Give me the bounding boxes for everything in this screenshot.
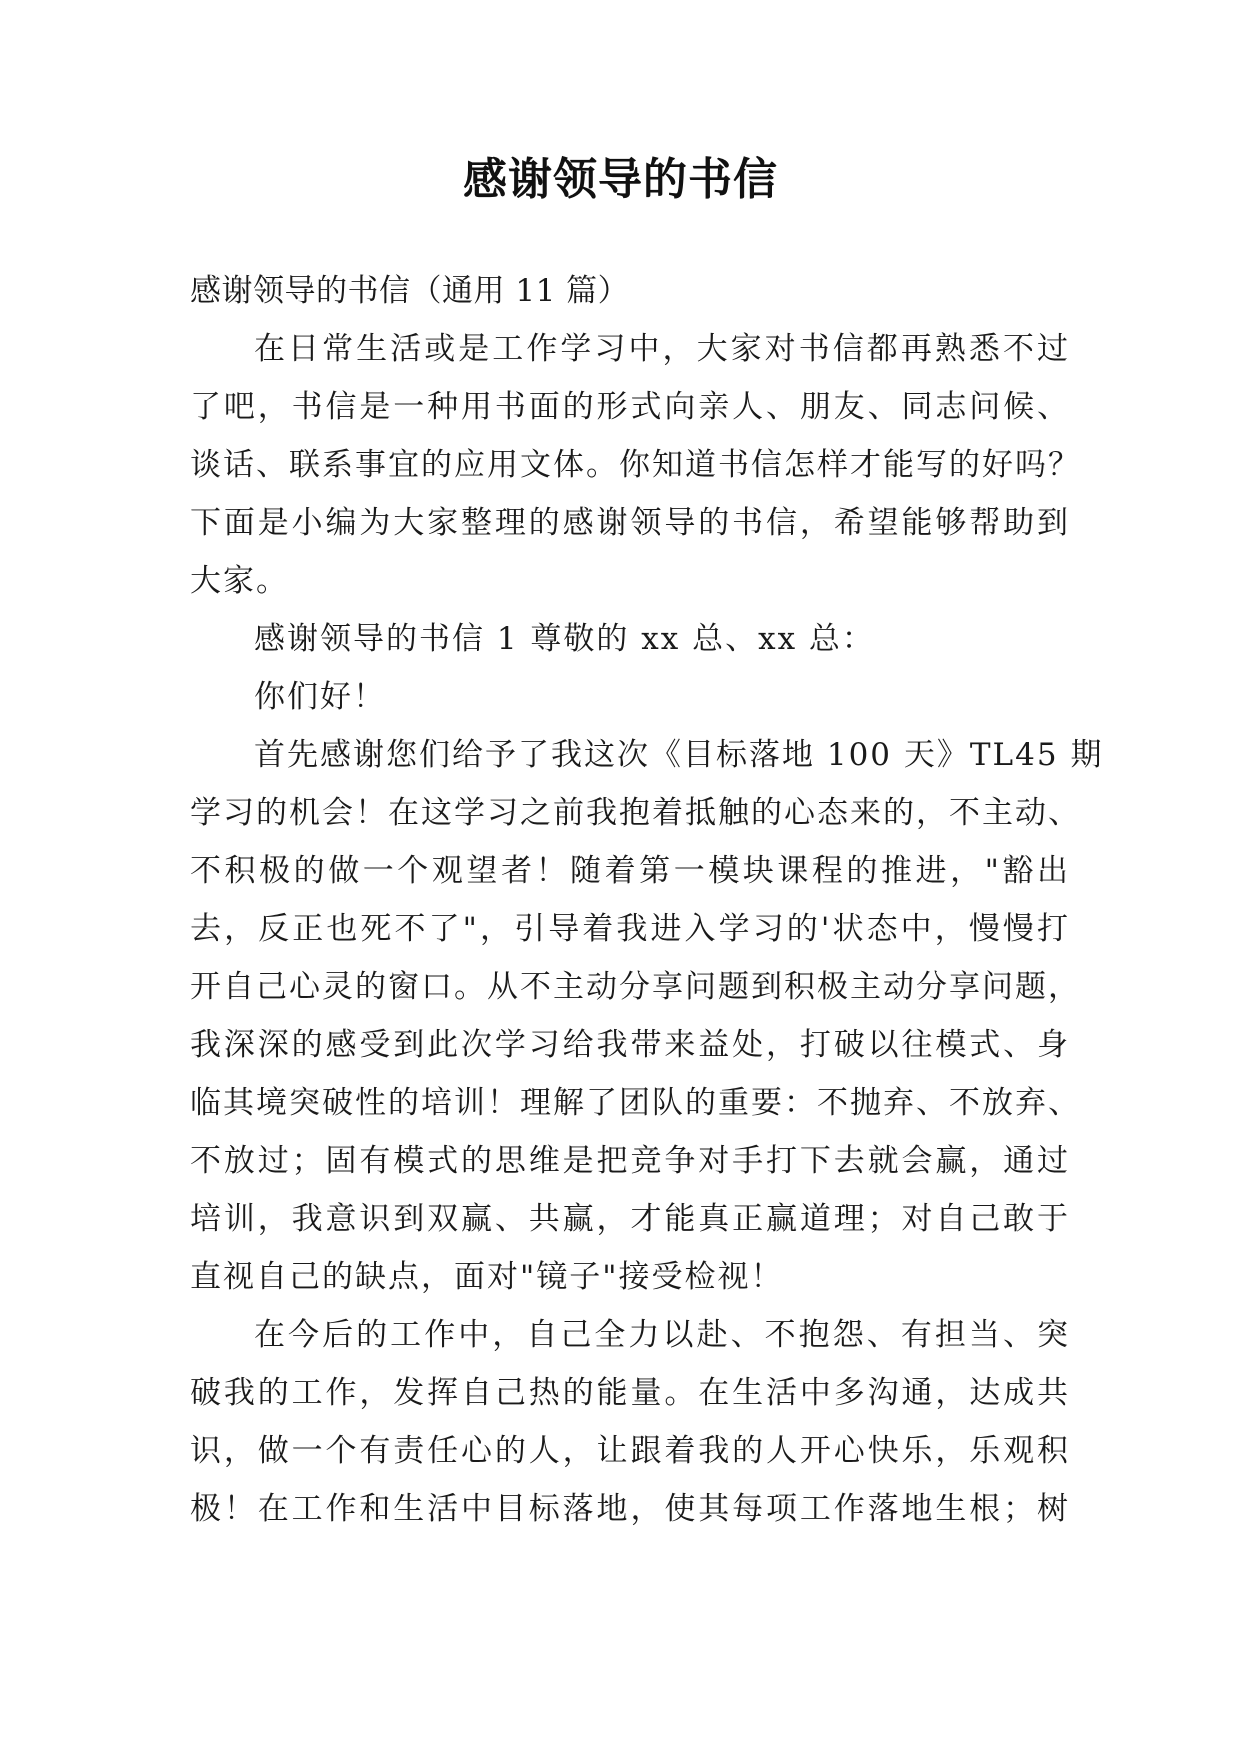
text-line: 直视自己的缺点，面对"镜子"接受检视！ <box>190 1259 784 1295</box>
document-title: 感谢领导的书信 <box>463 154 778 205</box>
text-line: 感谢领导的书信 1 尊敬的 xx 总、xx 总： <box>254 621 875 657</box>
text-line: 极！在工作和生活中目标落地，使其每项工作落地生根；树 <box>190 1491 1070 1527</box>
paragraph-greeting <box>190 668 1070 726</box>
text-line: 在日常生活或是工作学习中，大家对书信都再熟悉不过 <box>254 331 1070 367</box>
paragraph-intro <box>190 320 1081 610</box>
text-line: 识，做一个有责任心的人，让跟着我的人开心快乐，乐观积 <box>190 1433 1070 1469</box>
paragraph-thanks <box>190 726 1104 1306</box>
text-line: 在今后的工作中，自己全力以赴、不抱怨、有担当、突 <box>254 1317 1070 1353</box>
text-line: 下面是小编为大家整理的感谢领导的书信，希望能够帮助到 <box>190 505 1070 541</box>
paragraph-salutation <box>190 610 1070 668</box>
text-line: 培训，我意识到双赢、共赢，才能真正赢道理；对自己敢于 <box>190 1201 1070 1237</box>
paragraph-future <box>190 1306 1070 1538</box>
text-line: 谈话、联系事宜的应用文体。你知道书信怎样才能写的好吗？ <box>190 447 1081 483</box>
document-subtitle: 感谢领导的书信（通用 11 篇） <box>190 273 630 309</box>
text-line: 不放过；固有模式的思维是把竞争对手打下去就会赢，通过 <box>190 1143 1070 1179</box>
text-line: 开自己心灵的窗口。从不主动分享问题到积极主动分享问题， <box>190 969 1081 1005</box>
text-line: 学习的机会！在这学习之前我抱着抵触的心态来的，不主动、 <box>190 795 1081 831</box>
text-line: 我深深的感受到此次学习给我带来益处，打破以往模式、身 <box>190 1027 1070 1063</box>
text-line: 不积极的做一个观望者！随着第一模块课程的推进，"豁出 <box>190 853 1070 889</box>
text-line: 了吧，书信是一种用书面的形式向亲人、朋友、同志问候、 <box>190 389 1070 425</box>
text-line: 首先感谢您们给予了我这次《目标落地 100 天》TL45 期 <box>254 737 1104 773</box>
text-line: 大家。 <box>190 563 289 599</box>
text-line: 临其境突破性的培训！理解了团队的重要：不抛弃、不放弃、 <box>190 1085 1081 1121</box>
document-body <box>190 262 1104 1538</box>
text-line: 去，反正也死不了"，引导着我进入学习的'状态中，慢慢打 <box>190 911 1070 947</box>
text-line: 你们好！ <box>254 679 386 715</box>
text-line: 破我的工作，发挥自己热的能量。在生活中多沟通，达成共 <box>190 1375 1070 1411</box>
